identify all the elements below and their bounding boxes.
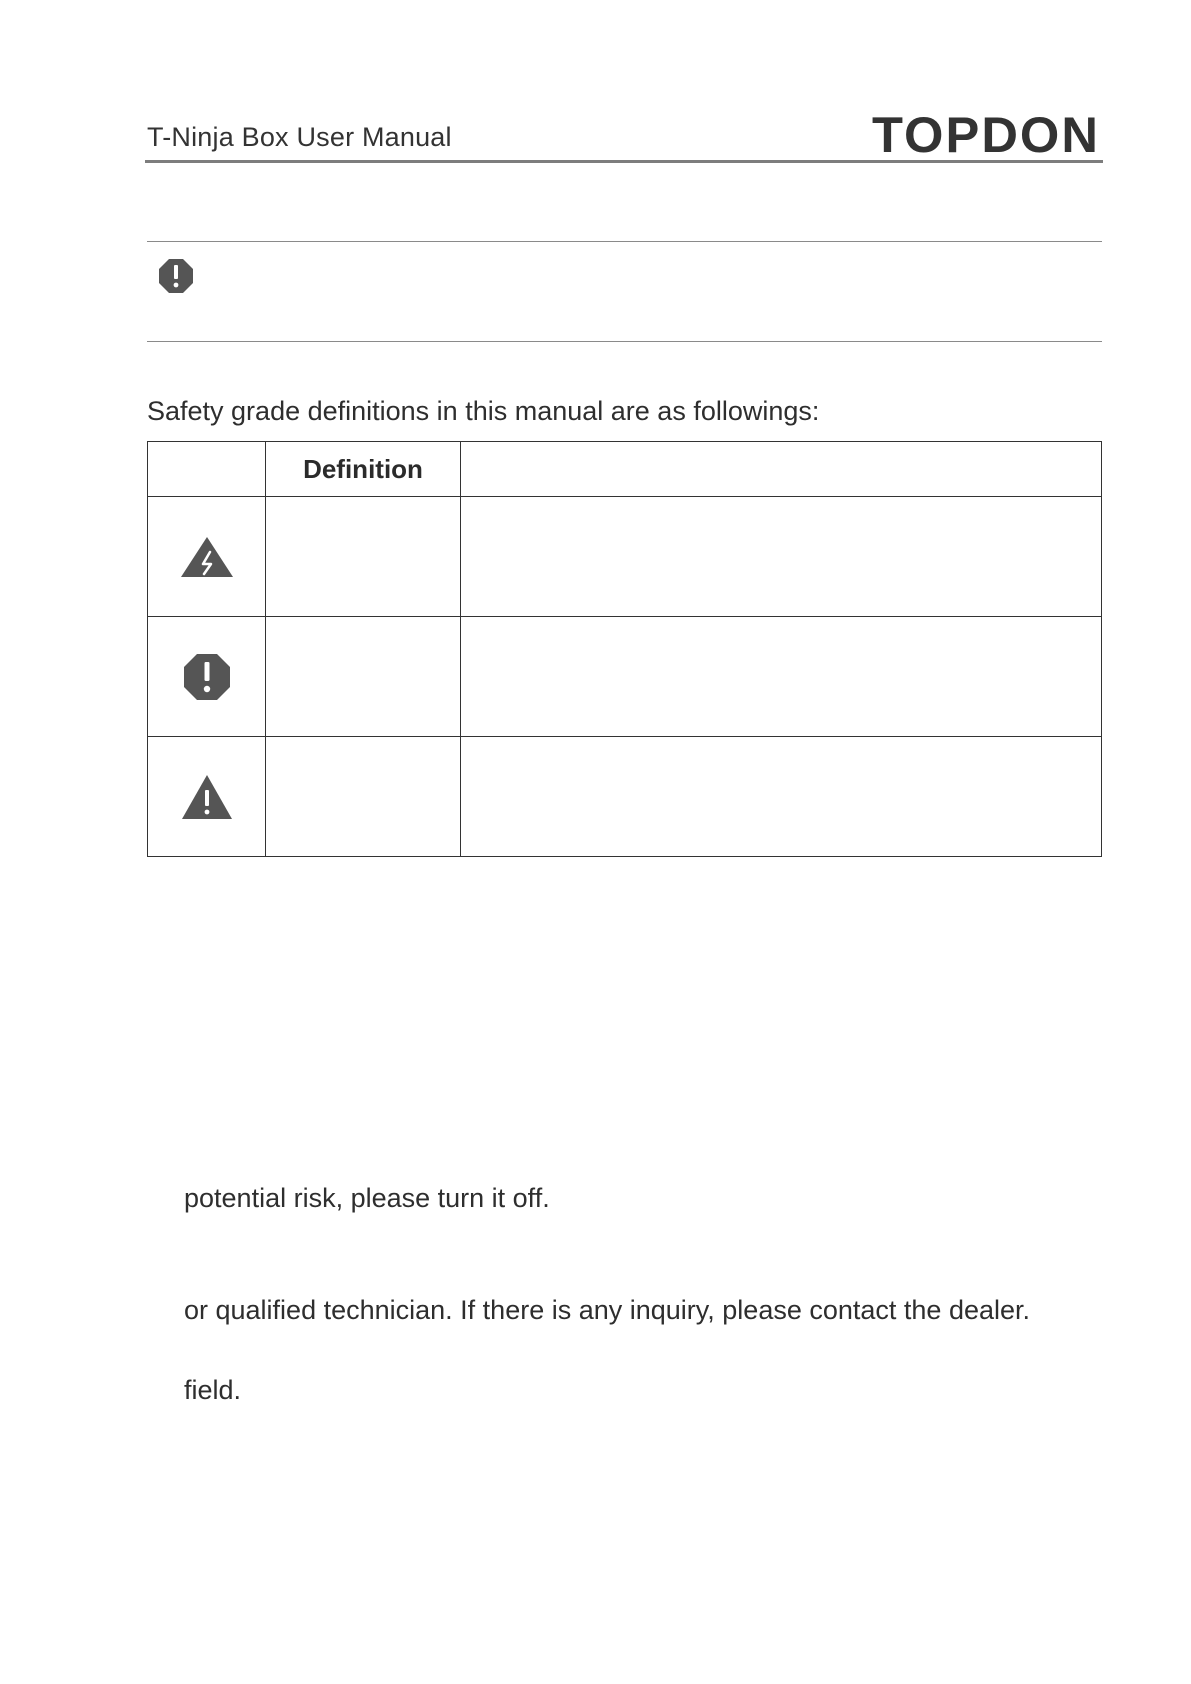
table-header-definition: Definition xyxy=(266,442,461,497)
table-header-row xyxy=(148,442,1102,497)
electric-hazard-icon xyxy=(179,535,235,579)
octagon-exclamation-icon xyxy=(183,653,231,701)
note-bottom-divider xyxy=(147,341,1102,342)
topdon-logo xyxy=(870,112,1102,158)
table-row xyxy=(148,497,1102,617)
safety-intro-text: Safety grade definitions in this manual are as followings: xyxy=(147,396,820,426)
table-cell-icon xyxy=(148,497,266,617)
body-text-line: potential risk, please turn it off. xyxy=(184,1183,550,1213)
table-cell-icon xyxy=(148,737,266,857)
table-cell-description xyxy=(461,497,1102,617)
note-top-divider xyxy=(147,241,1102,242)
table-cell-description xyxy=(461,737,1102,857)
table-header-icon-col xyxy=(148,442,266,497)
header-divider xyxy=(145,160,1103,163)
body-text-line: or qualified technician. If there is any inquiry, please contact the dealer. xyxy=(184,1295,1031,1325)
page-header-title: T-Ninja Box User Manual xyxy=(147,122,452,152)
safety-grade-table xyxy=(147,441,1102,857)
table-cell-definition xyxy=(266,737,461,857)
body-text-line: field. xyxy=(184,1375,242,1405)
table-cell-description xyxy=(461,617,1102,737)
table-cell-definition xyxy=(266,617,461,737)
brand-name: TOPDON xyxy=(872,112,1100,158)
table-header-description xyxy=(461,442,1102,497)
octagon-exclamation-icon xyxy=(158,258,194,294)
table-cell-definition xyxy=(266,497,461,617)
table-row xyxy=(148,737,1102,857)
table-row xyxy=(148,617,1102,737)
warning-triangle-icon xyxy=(181,774,233,820)
table-cell-icon xyxy=(148,617,266,737)
